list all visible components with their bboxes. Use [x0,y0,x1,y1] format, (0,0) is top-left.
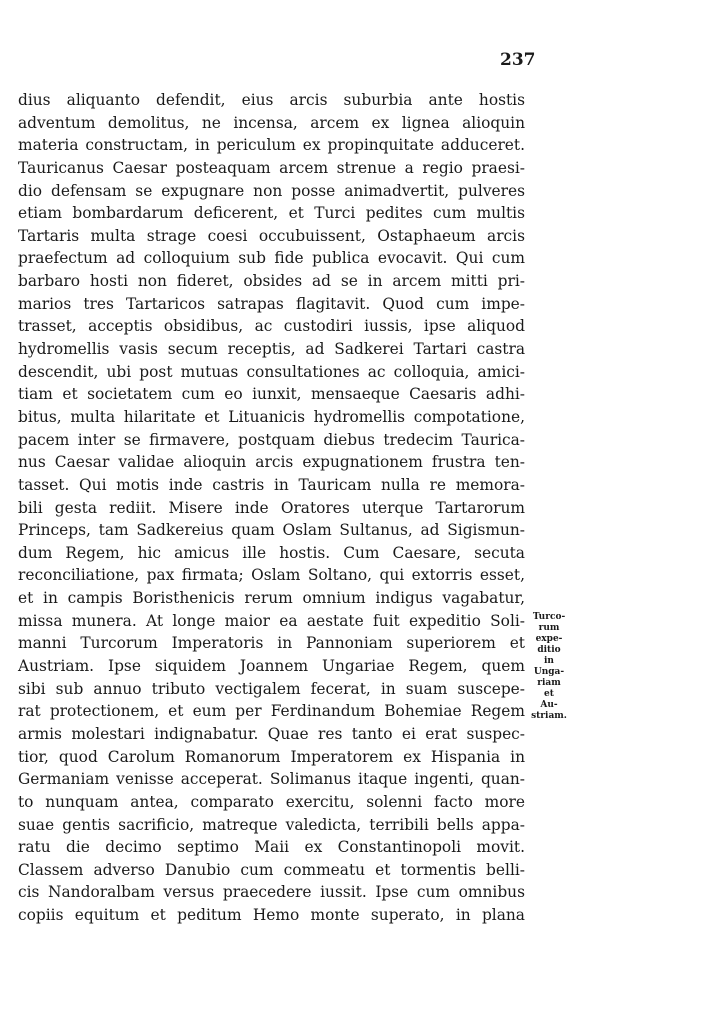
text-line: marios tres Tartaricos satrapas flagitavit. Quod cum impe- [18,294,525,313]
text-line: adventum demolitus, ne incensa, arcem ex lignea alioquin [18,113,525,132]
text-line: Classem adverso Danubio cum commeatu et tormentis belli- [18,860,525,879]
margin-note [526,612,572,722]
text-line: bitus, multa hilaritate et Lituanicis hydromellis compotatione, [18,407,525,426]
text-line: dio defensam se expugnare non posse animadvertit, pulveres [18,181,525,200]
margin-note-line: expe- [535,634,563,644]
text-line: hydromellis vasis secum receptis, ad Sadkerei Tartari castra [18,340,525,359]
text-line: bili gesta rediit. Misere inde Oratores uterque Tartarorum [18,498,525,517]
text-line: tasset. Qui motis inde castris in Tauricam nulla re memora- [18,475,525,494]
text-line: Austriam. Ipse siquidem Joannem Ungariae Regem, quem [18,657,525,676]
text-line: armis molestari indignabatur. Quae res tanto ei erat suspec- [18,724,525,743]
text-line: trasset, acceptis obsidibus, ac custodiri iussis, ipse aliquod [18,317,525,336]
text-line: et in campis Boristhenicis rerum omnium indigus vagabatur, [18,589,525,608]
text-line: Tauricanus Caesar posteaquam arcem strenue a regio praesi- [18,158,525,177]
text-line: missa munera. At longe maior ea aestate fuit expeditio Soli- [18,611,525,630]
text-line: nus Caesar validae alioquin arcis expugnationem frustra ten- [18,453,525,472]
text-line: cis Nandoralbam versus praecedere iussit. Ipse cum omnibus [18,883,525,902]
text-line: praefectum ad colloquium sub fide publica evocavit. Qui cum [18,249,525,268]
text-line: pacem inter se firmavere, postquam diebus tredecim Taurica- [18,430,525,449]
text-line: reconciliatione, pax firmata; Oslam Soltano, qui extorris esset, [18,566,525,585]
margin-note-line: riam [537,678,561,688]
text-line: materia constructam, in periculum ex propinquitate adduceret. [18,136,525,155]
margin-note-line: Au- [540,700,558,710]
text-line: Germaniam venisse acceperat. Solimanus itaque ingenti, quan- [18,770,525,789]
text-line: etiam bombardarum deficerent, et Turci pedites cum multis [18,204,525,223]
text-line: copiis equitum et peditum Hemo monte superato, in plana [18,906,525,925]
text-line: tior, quod Carolum Romanorum Imperatorem ex Hispania in [18,747,525,766]
text-line: suae gentis sacrificio, matreque valedicta, terribili bells appa- [18,815,525,834]
text-line: Princeps, tam Sadkereius quam Oslam Sultanus, ad Sigismun- [18,521,525,540]
text-line: dum Regem, hic amicus ille hostis. Cum Caesare, secuta [18,543,525,562]
text-line: tiam et societatem cum eo iunxit, mensaeque Caesaris adhi- [18,385,525,404]
text-line: descendit, ubi post mutuas consultationes ac colloquia, amici- [18,362,525,381]
text-line: to nunquam antea, comparato exercitu, solenni facto more [18,792,525,811]
text-line: ratu die decimo septimo Maii ex Constantinopoli movit. [18,838,525,857]
margin-note-line: Unga- [533,667,565,677]
text-line: barbaro hosti non fideret, obsides ad se in arcem mitti pri- [18,272,525,291]
margin-note-line: et [544,689,554,699]
margin-note-line: in [544,656,554,666]
margin-note-line: striam. [531,711,567,721]
body-text [18,89,525,927]
text-line: dius aliquanto defendit, eius arcis suburbia ante hostis [18,91,525,109]
margin-note-line: rum [538,623,560,633]
page-number: 237 [500,50,536,70]
text-line: Tartaris multa strage coesi occubuissent, Ostaphaeum arcis [18,226,525,245]
text-line: rat protectionem, et eum per Ferdinandum Bohemiae Regem [18,702,525,721]
text-line: manni Turcorum Imperatoris in Pannoniam superiorem et [18,634,525,653]
margin-note-line: ditio [537,645,561,655]
text-line: sibi sub annuo tributo vectigalem fecerat, in suam suscepe- [18,679,525,698]
margin-note-line: Turco- [532,612,566,622]
